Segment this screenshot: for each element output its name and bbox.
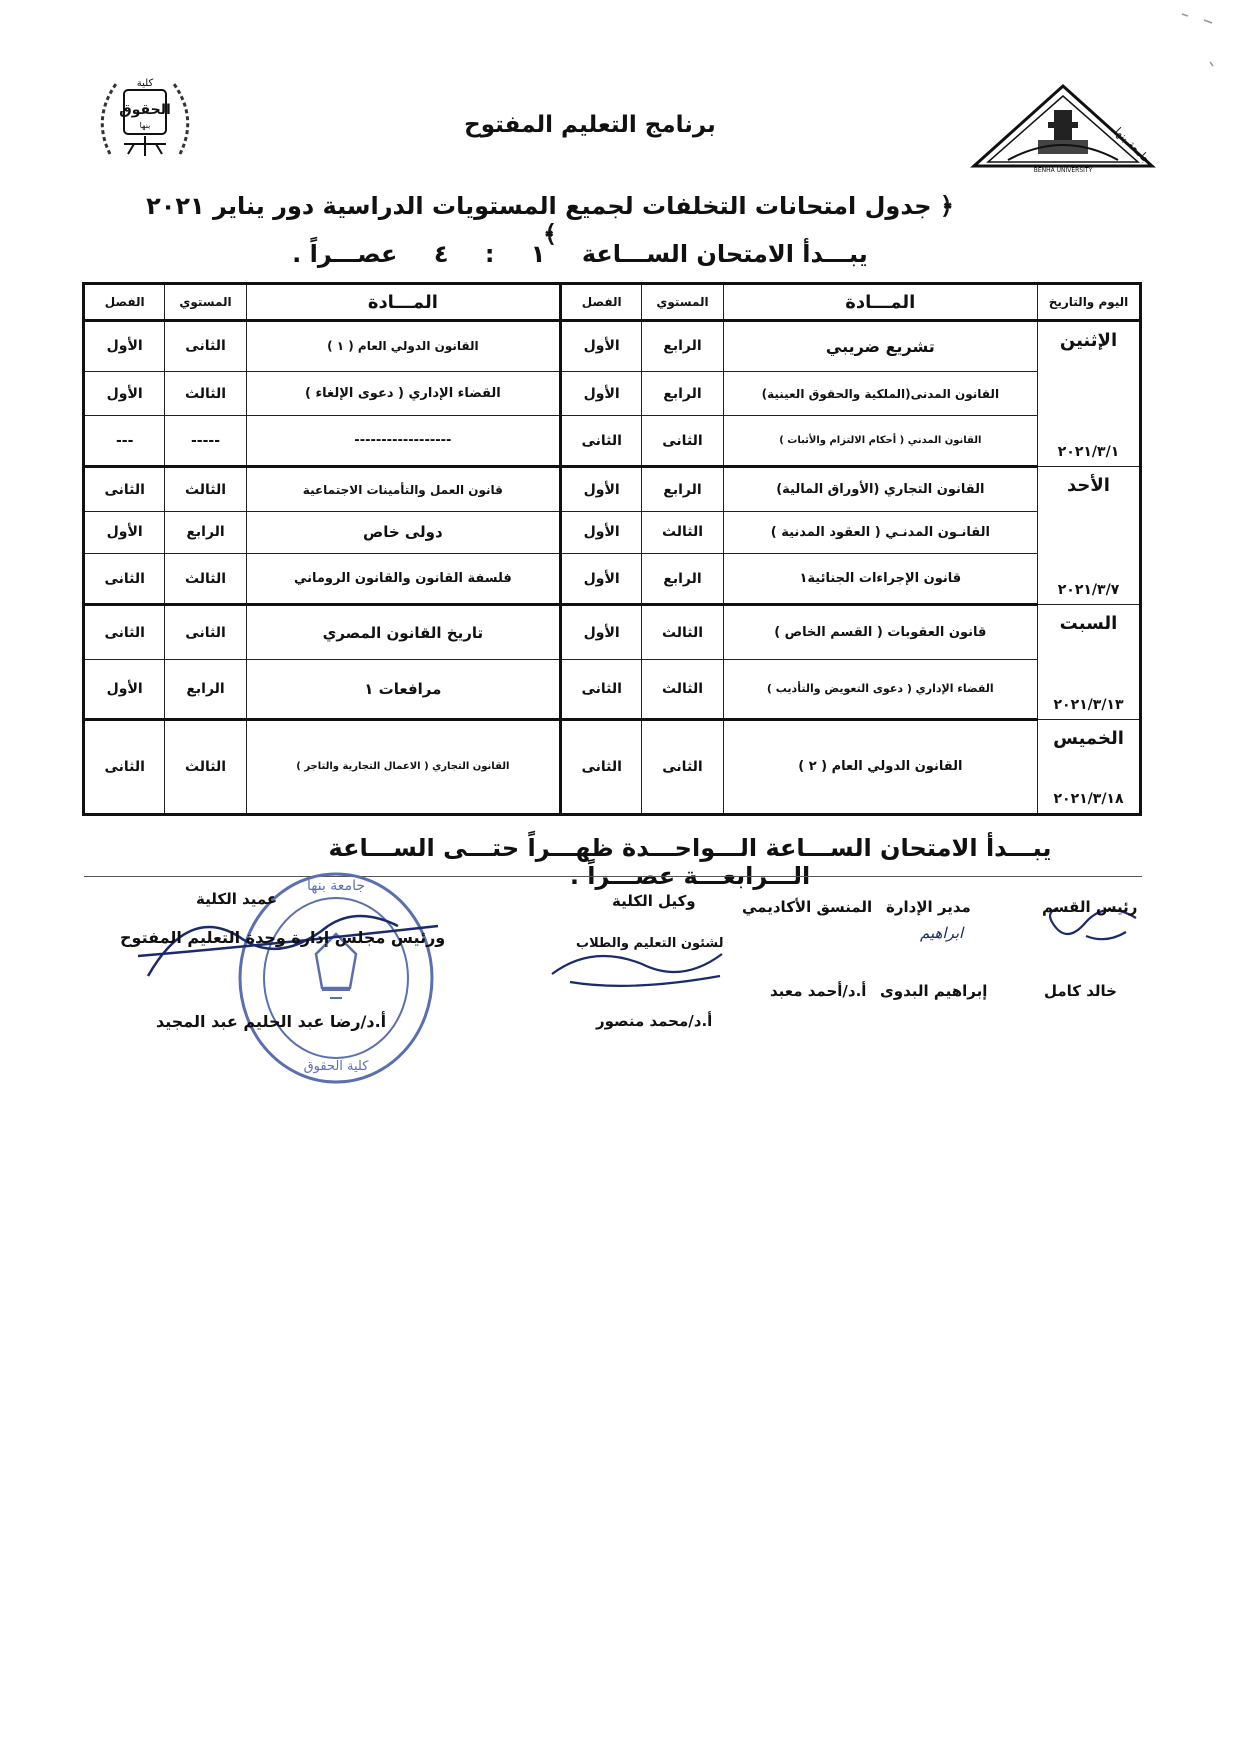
admin-director-name: إبراهيم البدوى [880,982,988,1000]
day-name: السبت [1059,613,1118,635]
day-name: الإثنين [1059,330,1118,351]
day-date: ٢٠٢١/٣/١٨ [1053,791,1124,807]
academic-coordinator-name: أ.د/أحمد معبد [770,982,867,1000]
subject-b: القانون الدولي العام ( ١ ) [246,321,560,372]
exam-time-footer-note: يبـــدأ الامتحان الســـاعة الـــواحـــدة ظهـــراً حتـــى الســـاعة الـــرابعـــة عصـــراً . [328,834,1052,890]
subject-b: القانون التجاري ( الاعمال التجارية والتاجر ) [246,719,560,814]
day-cell [1038,467,1141,605]
term-b: الأول [84,660,165,719]
day-date: ٢٠٢١/٣/١٣ [1053,696,1124,713]
table-row [84,371,1141,416]
term-a: الأول [561,605,642,660]
subject-b: مرافعات ١ [246,660,560,719]
subject-b: قانون العمل والتأمينات الاجتماعية [246,467,560,512]
level-a: الرابع [642,467,723,512]
level-a: الثالث [642,511,723,553]
exam-schedule-table [82,282,1142,816]
dept-head-name: خالد كامل [1044,982,1117,1000]
header-level-b: المستوي [165,284,246,321]
term-b: الثانى [84,467,165,512]
vice-dean-name: أ.د/محمد منصور [596,1012,713,1030]
table-header-row [84,284,1141,321]
header-term-a: الفصل [561,284,642,321]
logo-arabic-text: جامعة بنها [1111,124,1154,167]
subject-a: قانون الإجراءات الجنائية١ [723,554,1037,605]
term-b: الثانى [84,605,165,660]
time-prefix: يبـــدأ الامتحان الســـاعة [581,240,868,268]
faculty-of-law-logo [94,70,196,170]
day-cell [1038,719,1141,814]
dept-head-title: رئيس القسم [1042,898,1138,916]
subject-a: القانون المدني ( أحكام الالتزام والأثبات ) [723,416,1037,467]
vice-dean-subtitle: لشئون التعليم والطلاب [576,936,724,951]
level-b: ----- [165,416,246,467]
level-b: الثالث [165,467,246,512]
day-name: الخميس [1053,727,1124,749]
level-b: الرابع [165,511,246,553]
stamp-top-text: جامعة بنها [307,878,365,894]
term-a: الأول [561,467,642,512]
level-a: الثانى [642,719,723,814]
logo-main-word: الحقوق [119,102,171,118]
table-row [84,416,1141,467]
vice-dean-title: وكيل الكلية [612,892,696,910]
dean-title: عميد الكلية [196,890,278,908]
subject-a: القانون المدنى(الملكية والحقوق العينية) [723,371,1037,416]
stamp-bottom-text: كلية الحقوق [303,1059,369,1074]
term-a: الأول [561,554,642,605]
logo-english-text: BENHA UNIVERSITY [1033,167,1093,174]
subject-a: القانـون المدنـي ( العقود المدنية ) [723,511,1037,553]
day-date: ٢٠٢١/٣/٧ [1057,582,1120,599]
subject-a: قانون العقوبات ( القسم الخاص ) [723,605,1037,660]
table-row [84,660,1141,719]
time-suffix: عصـــراً . [292,240,398,268]
term-b: الأول [84,511,165,553]
level-b: الثانى [165,321,246,372]
subject-a: القانون التجاري (الأوراق المالية) [723,467,1037,512]
academic-coordinator-title: المنسق الأكاديمي [742,898,873,916]
logo-sub-word: بنها [139,121,151,130]
day-cell [1038,605,1141,719]
level-a: الرابع [642,371,723,416]
level-a: الثانى [642,416,723,467]
table-row [84,719,1141,814]
table-row [84,467,1141,512]
term-a: الأول [561,321,642,372]
logo-top-word: كلية [136,78,154,89]
header-term-b: الفصل [84,284,165,321]
admin-director-title: مدير الإدارة [886,898,971,916]
table-row [84,605,1141,660]
dean-name: أ.د/رضا عبد الحليم عبد المجيد [156,1012,387,1031]
time-separator: : [484,240,495,268]
term-a: الثانى [561,719,642,814]
term-b: الثانى [84,719,165,814]
level-a: الرابع [642,554,723,605]
header-subject-a: المـــادة [723,284,1037,321]
level-b: الثالث [165,719,246,814]
level-b: الثانى [165,605,246,660]
subject-a: القانون الدولي العام ( ٢ ) [723,719,1037,814]
term-a: الأول [561,511,642,553]
day-name: الأحد [1067,475,1110,497]
term-b: الثانى [84,554,165,605]
subject-a: تشريع ضريبي [723,321,1037,372]
term-a: الثانى [561,660,642,719]
level-b: الثالث [165,554,246,605]
level-a: الرابع [642,321,723,372]
subject-b: القضاء الإداري ( دعوى الإلغاء ) [246,371,560,416]
exam-time-line [260,240,900,268]
subject-b: دولى خاص [246,511,560,553]
schedule-title: ﴿ جدول امتحانات التخلفات لجميع المستويات الدراسية دور يناير ٢٠٢١ ﴾ [146,192,954,248]
term-a: الثانى [561,416,642,467]
level-a: الثالث [642,605,723,660]
benha-university-logo [968,82,1158,174]
table-row [84,511,1141,553]
term-a: الأول [561,371,642,416]
time-hour-to: ٤ [433,240,449,268]
term-b: --- [84,416,165,467]
term-b: الأول [84,321,165,372]
table-row [84,554,1141,605]
time-hour-from: ١ [530,240,546,268]
scan-marks-decoration [1174,0,1234,80]
dean-subtitle: ورئيس مجلس إدارة وحدة التعليم المفتوح [120,928,446,947]
subject-b: ------------------ [246,416,560,467]
subject-b: تاريخ القانون المصري [246,605,560,660]
subject-a: القضاء الإداري ( دعوى التعويض والتأديب ) [723,660,1037,719]
term-b: الأول [84,371,165,416]
subject-b: فلسفة القانون والقانون الروماني [246,554,560,605]
level-a: الثالث [642,660,723,719]
day-cell [1038,321,1141,467]
day-date: ٢٠٢١/٣/١ [1057,444,1120,461]
header-subject-b: المـــادة [246,284,560,321]
level-b: الثالث [165,371,246,416]
header-day-date: اليوم والتاريخ [1038,284,1141,321]
header-level-a: المستوي [642,284,723,321]
program-title: برنامج التعليم المفتوح [464,112,716,138]
handwritten-initials: ابراهيم [920,924,964,942]
level-b: الرابع [165,660,246,719]
table-row [84,321,1141,372]
